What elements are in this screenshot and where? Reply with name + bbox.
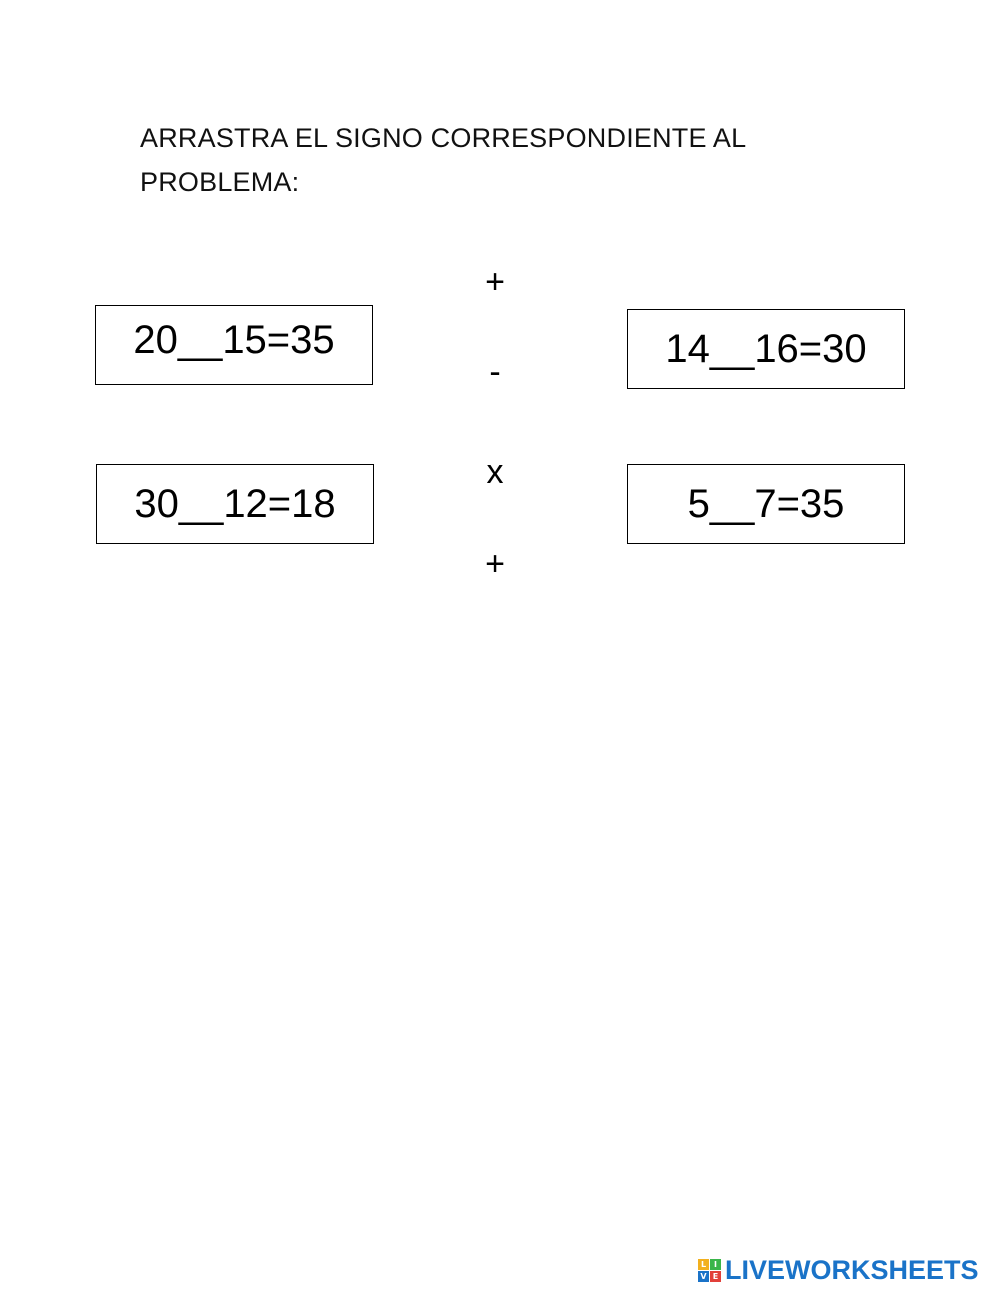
- draggable-sign-plus[interactable]: +: [485, 263, 505, 301]
- problem-box-3[interactable]: 30__12=18: [96, 464, 374, 544]
- instructions-line-1: ARRASTRA EL SIGNO CORRESPONDIENTE AL: [140, 123, 747, 153]
- logo-cell-l: L: [698, 1259, 709, 1270]
- liveworksheets-brand: [698, 1254, 979, 1286]
- draggable-sign-minus[interactable]: -: [489, 353, 501, 391]
- liveworksheets-logo-icon: [698, 1259, 721, 1282]
- draggable-sign-times[interactable]: x: [486, 453, 504, 491]
- brand-name: LIVEWORKSHEETS: [725, 1254, 979, 1285]
- problem-box-2[interactable]: 14__16=30: [627, 309, 905, 389]
- logo-cell-e: E: [710, 1271, 721, 1282]
- draggable-sign-plus-2[interactable]: +: [485, 545, 505, 583]
- logo-cell-i: I: [710, 1259, 721, 1270]
- problem-box-4[interactable]: 5__7=35: [627, 464, 905, 544]
- logo-cell-v: V: [698, 1271, 709, 1282]
- instructions-line-2: PROBLEMA:: [140, 167, 300, 197]
- instructions-text: [140, 116, 780, 204]
- problem-box-1[interactable]: 20__15=35: [95, 305, 373, 385]
